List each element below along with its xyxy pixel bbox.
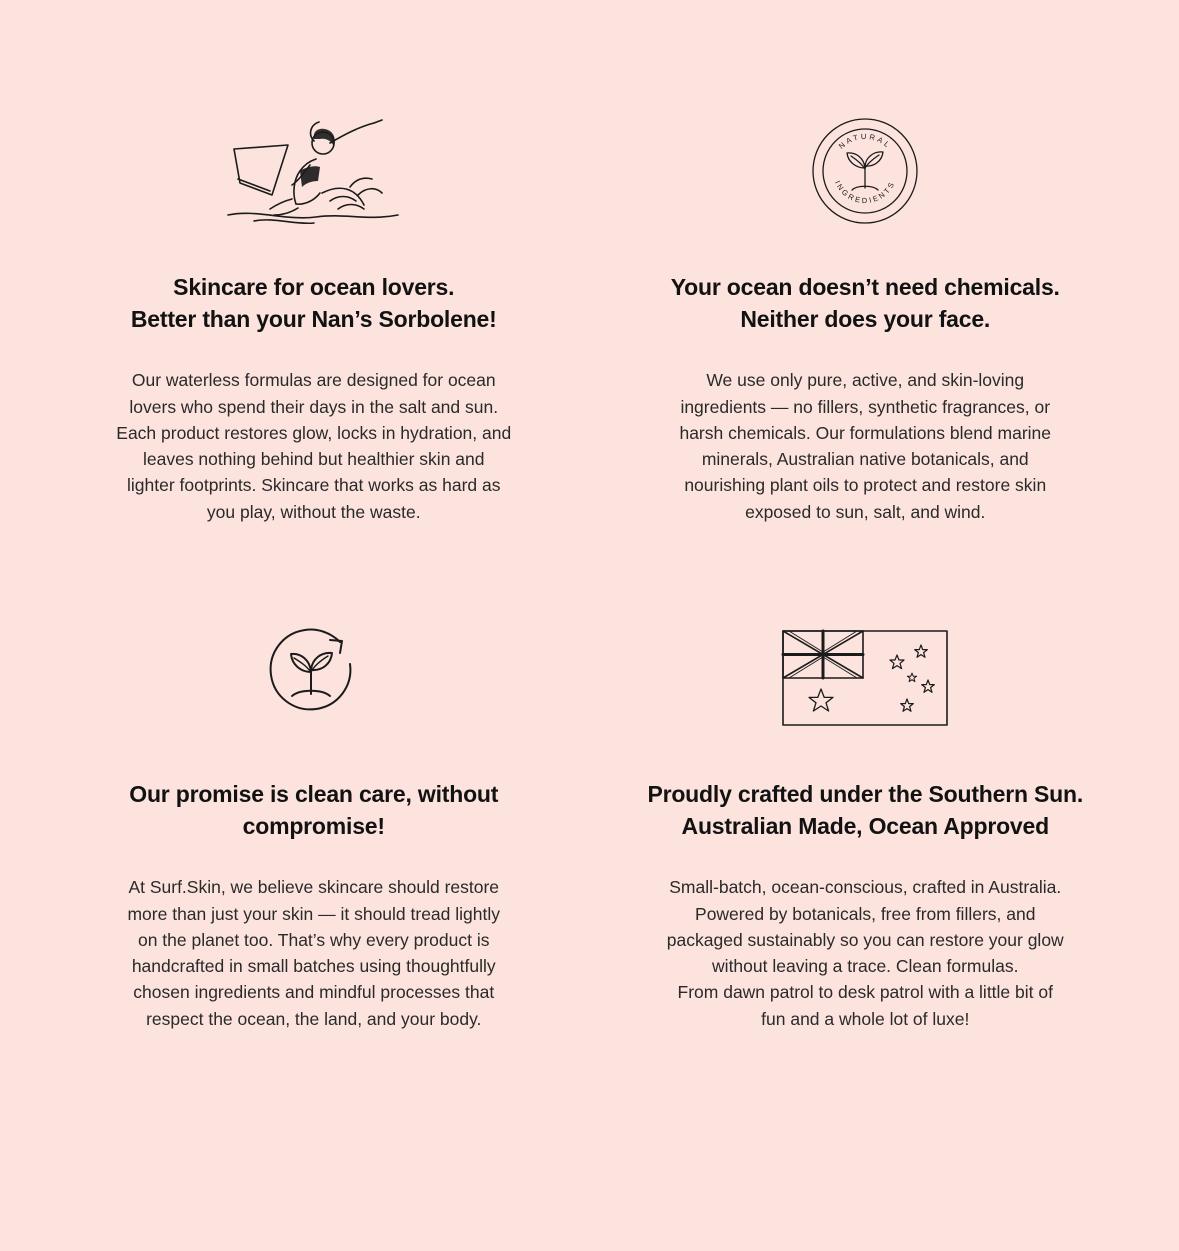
feature-card-australian-made bbox=[608, 603, 1124, 1032]
australian-flag-icon bbox=[781, 603, 949, 753]
feature-card-clean-care bbox=[56, 603, 572, 1032]
svg-text:NATURAL: NATURAL bbox=[837, 131, 894, 151]
surfer-icon bbox=[226, 96, 401, 246]
feature-heading: Skincare for ocean lovers. Better than your Nan’s Sorbolene! bbox=[130, 274, 497, 332]
feature-body: At Surf.Skin, we believe skincare should restore more than just your skin — it should tread lightly on the planet too. That’s why every product is handcrafted in small batches using thoughtfully chosen ingredients and mindful processes that respect the ocean, the land, and your body. bbox=[127, 877, 501, 1029]
sustainable-leaf-circle-icon bbox=[256, 603, 372, 753]
features-grid bbox=[56, 96, 1123, 1032]
feature-heading: Your ocean doesn’t need chemicals. Neither does your face. bbox=[670, 274, 1060, 332]
feature-card-ocean-lovers bbox=[56, 96, 572, 525]
feature-body: We use only pure, active, and skin-loving ingredients — no fillers, synthetic fragrances, or harsh chemicals. Our formulations blend marine minerals, Australian native botanicals, and nourishing plant oils to protect and restore skin exposed to sun, salt, and wind. bbox=[679, 370, 1052, 522]
natural-ingredients-badge-icon bbox=[810, 96, 920, 246]
feature-heading: Our promise is clean care, without compromise! bbox=[129, 780, 499, 839]
feature-body: Small-batch, ocean-conscious, crafted in Australia. Powered by botanicals, free from fillers, and packaged sustainably so you can restore your glow without leaving a trace. Clean formulas. From dawn patrol to desk patrol with a little bit of fun and a whole lot of luxe! bbox=[666, 877, 1064, 1029]
svg-text:INGREDIENTS: INGREDIENTS bbox=[833, 179, 898, 206]
feature-heading: Proudly crafted under the Southern Sun. Australian Made, Ocean Approved bbox=[647, 780, 1084, 839]
feature-body: Our waterless formulas are designed for ocean lovers who spend their days in the salt and sun. Each product restores glow, locks in hydration, and leaves nothing behind but healthier skin and lighter footprints. Skincare that works as hard as you play, without the waste. bbox=[116, 370, 512, 522]
feature-card-natural-ingredients bbox=[608, 96, 1124, 525]
